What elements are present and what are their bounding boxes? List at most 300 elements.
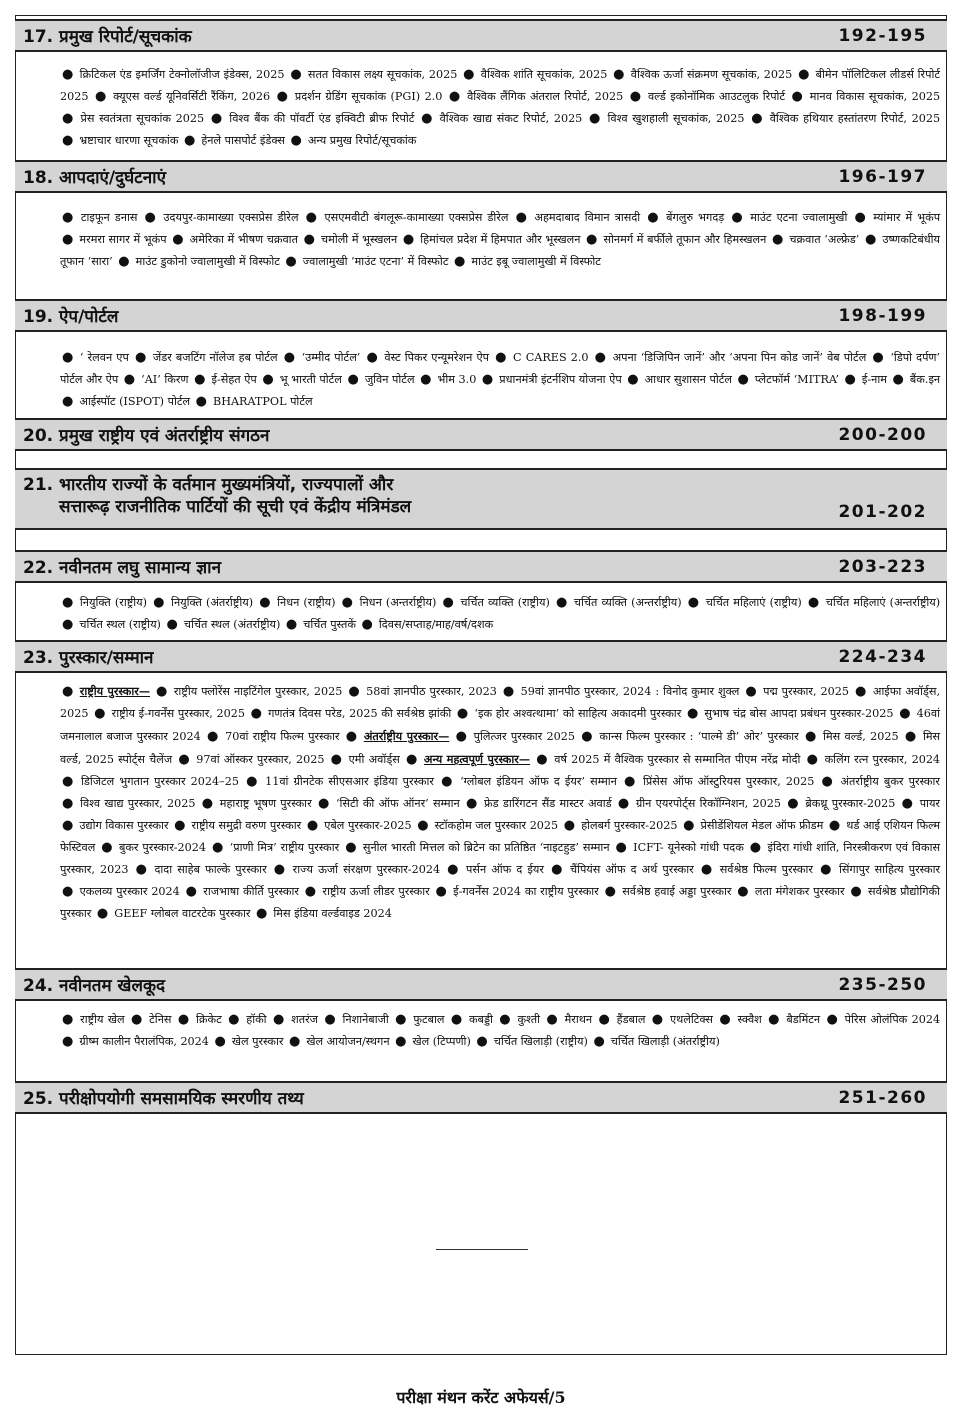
list-item-label: अपना ‘डिजिपिन जानें’ और ‘अपना पिन कोड जानें’ वेब पोर्टल (612, 351, 867, 364)
list-item (305, 819, 412, 832)
bullet-icon: ● (395, 1012, 408, 1027)
bullet-icon: ● (435, 884, 448, 899)
list-item-label: दादा साहेब फाल्के पुरस्कार (154, 863, 267, 876)
list-item-label: वर्ष 2025 में वैश्विक पुरस्कार से सम्मानित पीएम नरेंद्र मोदी (554, 753, 801, 766)
section-header-22 (15, 550, 947, 583)
section-header-21 (15, 468, 947, 530)
list-item-label: हैंडबाल (616, 1013, 646, 1026)
list-item (93, 90, 270, 103)
list-item-label: राष्ट्रीय पुरस्कार— (79, 684, 151, 698)
list-item (452, 255, 601, 268)
bullet-icon: ● (172, 232, 184, 247)
bullet-icon: ● (454, 254, 466, 269)
list-item-label: ICFT- यूनेस्को गांधी पदक (633, 841, 744, 854)
bullet-icon: ● (536, 752, 549, 767)
list-item-label: सोनमर्ग में बर्फीले तूफान और हिमस्खलन (603, 233, 767, 246)
bullet-icon: ● (463, 67, 475, 82)
bullet-icon: ● (62, 595, 74, 610)
section-pages: 235-250 (838, 974, 927, 995)
bullet-icon: ● (405, 752, 418, 767)
list-item-label: चैंपियंस ऑफ द अर्थ पुरस्कार (569, 863, 694, 876)
bullet-icon: ● (499, 1012, 512, 1027)
bullet-icon: ● (194, 372, 206, 387)
list-item (805, 753, 940, 766)
list-item (60, 775, 239, 788)
list-item-label: सर्वश्रेष्ठ प्रौद्योगिकी पुरस्कार (60, 885, 941, 920)
bullet-icon: ● (420, 372, 432, 387)
list-item (685, 707, 894, 720)
list-item-label: ई-गवर्नेंस 2024 का राष्ट्रीय पुरस्कार (453, 885, 599, 898)
list-item (60, 797, 195, 810)
section-title-line2: सत्तारूढ़ राजनीतिक पार्टियों की सूची एवं केंद्रीय मंत्रिमंडल (59, 497, 412, 517)
list-item-label: चर्चित स्थल (अंतर्राष्ट्रीय) (183, 618, 281, 631)
bullet-icon: ● (901, 796, 914, 811)
list-item-label: बुकर पुरस्कार-2024 (118, 841, 207, 854)
list-item-label: GEEF ग्लोबल वाटरटेक पुरस्कार (114, 907, 251, 920)
list-item (182, 134, 285, 147)
bullet-icon: ● (476, 1034, 488, 1049)
list-item (785, 797, 895, 810)
list-item-label: पद्म पुरस्कार, 2025 (763, 685, 850, 698)
list-item (439, 775, 617, 788)
bullet-icon: ● (62, 884, 74, 899)
list-item-label: BHARATPOL पोर्टल (212, 395, 313, 408)
bullet-icon: ● (787, 796, 800, 811)
list-item-label: माउंट एटना ज्वालामुखी (750, 211, 848, 224)
list-item-label: खेल आयोजन/स्थगन (306, 1035, 390, 1048)
list-item-label: राज्य ऊर्जा संरक्षण पुरस्कार-2024 (292, 863, 441, 876)
bullet-icon: ● (686, 706, 699, 721)
list-item (454, 730, 575, 743)
bullet-icon: ● (273, 862, 287, 877)
list-item-label: सर्वश्रेष्ठ हवाई अड्डा पुरस्कार (622, 885, 732, 898)
bullet-icon: ● (62, 1012, 75, 1027)
bullet-icon: ● (166, 617, 178, 632)
bullet-icon: ● (131, 1012, 144, 1027)
list-item-label: एबेल पुरस्कार-2025 (324, 819, 412, 832)
list-item (717, 1013, 761, 1026)
list-item (613, 841, 743, 854)
bullet-icon: ● (700, 862, 714, 877)
bullet-icon: ● (62, 133, 74, 148)
list-item (316, 797, 460, 810)
bullet-icon: ● (807, 595, 820, 610)
list-item (283, 255, 448, 268)
list-item (497, 1013, 540, 1026)
list-item (818, 863, 940, 876)
list-item-label: एकलव्य पुरस्कार 2024 (79, 885, 180, 898)
list-item-label: फ्रेड डारिंगटन सैंड मास्टर अवार्ड (484, 797, 612, 810)
bullet-icon: ● (341, 595, 354, 610)
list-item (346, 685, 497, 698)
section-title: 18. आपदाएं/दुर्घटनाएं (23, 168, 166, 188)
list-item (474, 1035, 587, 1048)
list-item-label: वैश्विक शांति सूचकांक, 2025 (480, 68, 608, 81)
list-item-label: सुनील भारती मित्तल को ब्रिटेन का प्रतिष्ठित ‘नाइटहुड’ सम्मान (362, 841, 610, 854)
bullet-icon: ● (303, 232, 316, 247)
bullet-icon: ● (402, 232, 415, 247)
list-item-label: राष्ट्रीय फ्लोरेंस नाइटिंगेल पुरस्कार, 2025 (173, 685, 343, 698)
list-item (303, 885, 430, 898)
bullet-icon: ● (806, 752, 819, 767)
list-item-label: ‘इक होर अश्वत्थामा’ को साहित्य अकादमी पुरस्कार (474, 707, 682, 720)
bullet-icon: ● (62, 350, 74, 365)
list-item (603, 885, 732, 898)
section-title: 24. नवीनतम खेलकूद (23, 976, 166, 996)
list-item-label: फुटबाल (413, 1013, 445, 1026)
section-items-22 (60, 592, 940, 636)
list-item-label: म्यांमार में भूकंप (873, 211, 941, 224)
list-item (260, 373, 342, 386)
bullet-icon: ● (798, 67, 810, 82)
list-item-label: ‘ रेलवन एप (79, 351, 129, 364)
bullet-icon: ● (731, 210, 745, 225)
list-item-label: जेंडर बजटिंग नॉलेज हब पोर्टल (152, 351, 278, 364)
bullet-icon: ● (683, 818, 695, 833)
list-item (501, 685, 739, 698)
bullet-icon: ● (62, 232, 74, 247)
list-item-label: शतरंज (291, 1013, 318, 1026)
list-item (650, 1013, 713, 1026)
list-item (418, 373, 476, 386)
bullet-icon: ● (304, 884, 317, 899)
bullet-icon: ● (153, 595, 166, 610)
section-title: 17. प्रमुख रिपोर्ट/सूचकांक (23, 27, 192, 47)
list-item (852, 211, 940, 224)
list-item-label: चर्चित व्यक्ति (राष्ट्रीय) (460, 596, 550, 609)
list-item (441, 596, 550, 609)
list-item (254, 907, 392, 920)
bullet-icon: ● (456, 706, 469, 721)
list-item (622, 775, 814, 788)
bullet-icon: ● (421, 111, 434, 126)
list-item-label: सुभाष चंद्र बोस आपदा प्रबंधन पुरस्कार-2025 (704, 707, 894, 720)
bullet-icon: ● (442, 595, 455, 610)
list-item (287, 1035, 390, 1048)
list-item (205, 730, 339, 743)
bullet-icon: ● (855, 684, 867, 699)
list-item-label: मानव विकास सूचकांक, 2025 (809, 90, 941, 103)
bullet-icon: ● (361, 617, 373, 632)
list-item-label: वैश्विक हथियार हस्तांतरण रिपोर्ट, 2025 (769, 112, 941, 125)
bullet-icon: ● (551, 862, 564, 877)
bullet-icon: ● (629, 89, 642, 104)
bullet-icon: ● (820, 862, 833, 877)
list-item-label: राष्ट्रीय खेल (80, 1013, 125, 1026)
list-item-label: पुलित्जर पुरस्कार 2025 (473, 730, 576, 743)
list-item (272, 863, 440, 876)
list-item-label: कलिंग रत्न पुरस्कार, 2024 (824, 753, 941, 766)
list-item (209, 112, 415, 125)
bullet-icon: ● (615, 840, 628, 855)
list-item-label: C CARES 2.0 (513, 351, 589, 364)
bullet-icon: ● (62, 774, 75, 789)
end-divider (436, 1249, 528, 1250)
bullet-icon: ● (256, 906, 268, 921)
list-item-label: नियुक्ति (राष्ट्रीय) (79, 596, 148, 609)
bullet-icon: ● (447, 862, 461, 877)
list-item (176, 1013, 222, 1026)
list-item-label: उष्णकटिबंधीय तूफान ‘सारा’ (60, 233, 940, 268)
section-pages: 198-199 (838, 305, 927, 326)
list-item-label: निशानेबाजी (342, 1013, 389, 1026)
bullet-icon: ● (598, 1012, 611, 1027)
bullet-icon: ● (262, 372, 274, 387)
list-item-label: वैश्विक खाद्य संकट रिपोर्ट, 2025 (439, 112, 583, 125)
list-item-label: हॉकी (246, 1013, 267, 1026)
list-item-label: विश्व बैंक की पॉवर्टी एंड इक्विटी ब्रीफ रिपोर्ट (229, 112, 415, 125)
section-header-20 (15, 418, 947, 451)
bullet-icon: ● (62, 684, 74, 699)
list-item (544, 1013, 592, 1026)
list-item-label: मरमरा सागर में भूकंप (79, 233, 167, 246)
list-item-label: ब्रेकथ्रू पुरस्कार-2025 (805, 797, 896, 810)
bullet-icon: ● (366, 350, 379, 365)
bullet-icon: ● (455, 729, 468, 744)
list-item (415, 819, 558, 832)
list-item-label: चर्चित महिलाएं (अन्तर्राष्ट्रीय) (825, 596, 941, 609)
list-item (628, 90, 785, 103)
bullet-icon: ● (195, 394, 207, 409)
bullet-icon: ● (844, 372, 856, 387)
bullet-icon: ● (854, 210, 868, 225)
bullet-icon: ● (745, 684, 758, 699)
list-item-label: विश्व खुशहाली सूचकांक, 2025 (607, 112, 745, 125)
list-item-label: अंतर्राष्ट्रीय बुकर पुरस्कार (840, 775, 940, 788)
list-item-label: ग्रीन एयरपोर्ट्स रिकॉग्निशन, 2025 (635, 797, 781, 810)
list-item (419, 112, 582, 125)
bullet-icon: ● (276, 89, 289, 104)
bullet-icon: ● (62, 111, 75, 126)
list-item-label: 70वां राष्ट्रीय फिल्म पुरस्कार (225, 730, 340, 743)
list-item (304, 211, 509, 224)
list-item (681, 819, 823, 832)
bullet-icon: ● (62, 796, 75, 811)
list-item-label: राजभाषा कीर्ति पुरस्कार (203, 885, 299, 898)
section-items-19 (60, 347, 940, 413)
list-item (284, 618, 356, 631)
list-item-label: कुश्ती (517, 1013, 541, 1026)
bullet-icon: ● (417, 818, 429, 833)
list-item (401, 233, 581, 246)
list-item (282, 351, 361, 364)
bullet-icon: ● (347, 372, 359, 387)
list-item-label: अमेरिका में भीषण चक्रवात (189, 233, 298, 246)
list-item-label: बैंक.इन (909, 373, 941, 386)
list-item (579, 730, 798, 743)
bullet-icon: ● (62, 394, 74, 409)
list-item-label: ‘डिपो दर्पण’ पोर्टल और ऐप (60, 351, 941, 386)
list-item (60, 1013, 125, 1026)
list-item-label: महाराष्ट्र भूषण पुरस्कार (219, 797, 312, 810)
list-item (393, 1035, 471, 1048)
list-item-label: ‘उम्मीद पोर्टल’ (301, 351, 361, 364)
bullet-icon: ● (450, 1012, 463, 1027)
list-item (449, 1013, 493, 1026)
section-title: 19. ऐप/पोर्टल (23, 307, 119, 327)
list-item (165, 618, 281, 631)
section-header-25 (15, 1081, 947, 1114)
bullet-icon: ● (305, 210, 319, 225)
list-item-label: चर्चित स्थल (राष्ट्रीय) (79, 618, 161, 631)
list-item-label: उद्योग विकास पुरस्कार (79, 819, 169, 832)
list-item (143, 211, 299, 224)
bullet-icon: ● (324, 1012, 337, 1027)
list-item-label: क्यूएस वर्ल्ड यूनिवर्सिटी रैंकिंग, 2026 (113, 90, 271, 103)
bullet-icon: ● (210, 111, 224, 126)
list-item (271, 1013, 318, 1026)
list-item (329, 753, 400, 766)
bullet-icon: ● (62, 67, 74, 82)
bullet-icon: ● (134, 350, 147, 365)
bullet-icon: ● (546, 1012, 559, 1027)
list-item-label: ज्वालामुखी ‘माउंट एटना’ में विस्फोट (302, 255, 449, 268)
list-item-label: आधार सुशासन पोर्टल (644, 373, 732, 386)
list-item-label: 46वां जमनालाल बजाज पुरस्कार 2024 (60, 707, 941, 743)
list-item (343, 841, 609, 854)
list-item (154, 685, 342, 698)
bullet-icon: ● (791, 89, 804, 104)
list-item-label: माउंट डुकोनो ज्वालामुखी में विस्फोट (135, 255, 280, 268)
bullet-icon: ● (821, 774, 835, 789)
list-item-label: विश्व खाद्य पुरस्कार, 2025 (80, 797, 196, 810)
list-item-label: भू भारती पोर्टल (279, 373, 342, 386)
list-item-label: पेरिस ओलंपिक 2024 (844, 1013, 941, 1026)
list-item (60, 685, 150, 698)
list-item-label: हेनले पासपोर्ट इंडेक्स (201, 134, 285, 147)
bullet-icon: ● (613, 67, 625, 82)
bullet-icon: ● (481, 372, 494, 387)
list-item-label: कबड्डी (468, 1013, 493, 1026)
list-item (447, 90, 623, 103)
list-item (129, 1013, 171, 1026)
bullet-icon: ● (828, 818, 841, 833)
bullet-icon: ● (589, 111, 602, 126)
list-item (257, 596, 335, 609)
bullet-icon: ● (330, 752, 343, 767)
bullet-icon: ● (259, 595, 272, 610)
list-item (891, 373, 941, 386)
bullet-icon: ● (201, 796, 214, 811)
list-item-label: चमोली में भूस्खलन (321, 233, 398, 246)
list-item-label: एसएमवीटी बंगलूरू-कामाख्या एक्सप्रेस डीरेल (324, 211, 509, 224)
list-item-label: चक्रवात ‘अल्फ्रेड’ (789, 233, 860, 246)
bullet-icon: ● (719, 1012, 732, 1027)
bullet-icon: ● (872, 350, 885, 365)
list-item-label: चर्चित महिलाएं (राष्ट्रीय) (705, 596, 802, 609)
list-item (364, 351, 489, 364)
bullet-icon: ● (627, 372, 639, 387)
bullet-icon: ● (751, 111, 764, 126)
list-item-label: अहमदाबाद विमान त्रासदी (534, 211, 641, 224)
bullet-icon: ● (101, 840, 113, 855)
list-item-label: वर्ल्ड इकोनॉमिक आउटलुक रिपोर्ट (647, 90, 786, 103)
list-item (92, 707, 245, 720)
bullet-icon: ● (768, 1012, 781, 1027)
list-item-label: अंतर्राष्ट्रीय पुरस्कार— (363, 729, 450, 743)
bullet-icon: ● (135, 862, 149, 877)
list-item-label: प्रिंसेस ऑफ ऑस्टुरियस पुरस्कार, 2025 (642, 775, 815, 788)
bullet-icon: ● (272, 1012, 286, 1027)
section-items-24 (60, 1009, 940, 1053)
list-item (587, 112, 745, 125)
list-item (60, 134, 178, 147)
list-item (699, 863, 813, 876)
list-item-label: 58वां ज्ञानपीठ पुरस्कार, 2023 (366, 685, 497, 698)
list-item (645, 211, 724, 224)
list-item-label: टाइफून डनास (80, 211, 138, 224)
list-item (729, 211, 847, 224)
bullet-icon: ● (593, 1034, 605, 1049)
list-item (200, 797, 312, 810)
list-item-label: राष्ट्रीय समुद्री वरुण पुरस्कार (191, 819, 302, 832)
list-item (60, 233, 167, 246)
bullet-icon: ● (594, 350, 607, 365)
list-item-label: 59वां ज्ञानपीठ पुरस्कार, 2024 : विनोद कुमार शुक्ल (520, 685, 740, 698)
list-item-label: प्लेटफॉर्म ‘MITRA’ (754, 373, 839, 386)
bullet-icon: ● (495, 350, 508, 365)
bullet-icon: ● (177, 1012, 190, 1027)
list-item (344, 730, 450, 743)
list-item (611, 68, 792, 81)
bullet-icon: ● (904, 729, 917, 744)
section-title: 25. परीक्षोपयोगी समसामयिक स्मरणीय तथ्य (23, 1089, 304, 1109)
bullet-icon: ● (183, 133, 196, 148)
list-item (60, 211, 137, 224)
list-item-label: पायर (919, 797, 941, 810)
bullet-icon: ● (737, 884, 749, 899)
bullet-icon: ● (345, 729, 358, 744)
bullet-icon: ● (804, 729, 818, 744)
list-item (616, 797, 781, 810)
list-item (60, 618, 161, 631)
bullet-icon: ● (174, 818, 186, 833)
bullet-icon: ● (586, 232, 598, 247)
list-item (60, 351, 129, 364)
list-item-label: होलबर्ग पुरस्कार-2025 (581, 819, 678, 832)
list-item (562, 819, 678, 832)
list-item-label: टेनिस (149, 1013, 172, 1026)
list-item-label: बेंगलुरु भगदड़ (666, 211, 725, 224)
bullet-icon: ● (283, 350, 296, 365)
list-item-label: राष्ट्रीय ई-गवर्नेंस पुरस्कार, 2025 (111, 707, 245, 720)
list-item (99, 841, 206, 854)
list-item-label: वैश्विक ऊर्जा संक्रमण सूचकांक, 2025 (630, 68, 793, 81)
list-item (60, 68, 285, 81)
list-item-label: 11वां ग्रीनटेक सीएसआर इंडिया पुरस्कार (265, 775, 434, 788)
list-item-label: डिजिटल भुगतान पुरस्कार 2024–25 (80, 775, 239, 788)
list-item (133, 351, 278, 364)
bullet-icon: ● (737, 372, 749, 387)
bullet-icon: ● (555, 595, 568, 610)
section-items-18 (60, 207, 940, 273)
list-item-label: चर्चित खिलाड़ी (राष्ट्रीय) (493, 1035, 588, 1048)
list-item (212, 1035, 283, 1048)
bullet-icon: ● (246, 774, 260, 789)
list-item-label: राष्ट्रीय ऊर्जा लीडर पुरस्कार (322, 885, 430, 898)
list-item-label: वैश्विक लैंगिक अंतराल रिपोर्ट, 2025 (467, 90, 624, 103)
section-header-19 (15, 299, 947, 332)
list-item-label: भ्रष्टाचार धारणा सूचकांक (79, 134, 179, 147)
list-item (455, 707, 681, 720)
list-item (625, 373, 732, 386)
list-item-label: इंदिरा गांधी शांति, निरस्त्रीकरण एवं विकास पुरस्कार, 2023 (60, 841, 941, 876)
list-item-label: मिस वर्ल्ड, 2025 (823, 730, 899, 743)
bullet-icon: ● (604, 884, 617, 899)
list-item (60, 885, 180, 898)
bullet-icon: ● (144, 210, 158, 225)
list-item (464, 797, 612, 810)
